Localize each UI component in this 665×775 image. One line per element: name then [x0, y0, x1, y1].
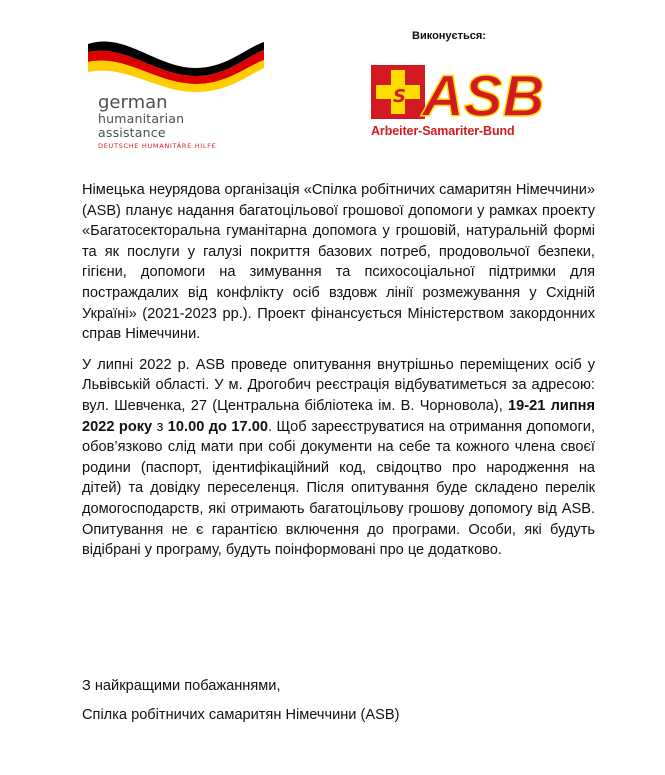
gha-logo-line4: DEUTSCHE HUMANITÄRE HILFE: [98, 142, 217, 150]
gha-logo-line2: humanitarian: [98, 111, 185, 126]
flag-ribbon-icon: [86, 38, 266, 98]
registration-time: 10.00 до 17.00: [167, 418, 268, 435]
asb-logo-subtitle: Arbeiter-Samariter-Bund: [371, 124, 515, 138]
closing-signature: Спілка робітничих самаритян Німеччини (ASB): [82, 706, 400, 723]
asb-wordmark: ASB: [422, 64, 545, 122]
paragraph-project-description: Німецька неурядова організація «Спілка робітничих самаритян Німеччини» (ASB) планує надання багатоцільової грошової допомоги у рамках проекту «Багатосекторальна гуманітарна допомога у грошовій, натуральній формі та як послуги у галузі покриття базових потреб, продовольчої безпеки, гігієни, допомоги на зимування та психосоціальної підтримки для постраждалих від конфлікту осіб вздовж лінії розмежування у Східній Україні» (2021-2023 рр.). Проект фінансується Міністерством закордонних справ Німеччини.: [82, 182, 595, 343]
letter-closing: [82, 676, 399, 725]
closing-regards: З найкращими побажаннями,: [82, 678, 281, 694]
registration-date: 19-21 липня 2022 року: [82, 397, 595, 435]
registration-text-part3: . Щоб зареєструватися на отримання допомоги, обов’язково слід мати при собі документи на себе та кожного члена своєї родини (паспорт, ідентифікаційний код, свідоцтво про народження на дітей) та довідку переселенця. Після опитування буде складено перелік домогосподарств, які отримають багатоцільову грошову допомогу від ASB. Опитування не є гарантією включення до програми. Особи, які будуть відібрані у програму, будуть поінформовані про це додатково.: [82, 418, 595, 559]
german-humanitarian-assistance-logo: [86, 38, 266, 158]
letter-body: [82, 180, 595, 561]
gha-logo-line3: assistance: [98, 125, 166, 140]
gha-logo-line1: german: [98, 92, 168, 113]
executed-by-label: Виконується:: [412, 30, 486, 42]
asb-cross-icon: [364, 62, 554, 122]
registration-text-part2: з: [152, 418, 168, 435]
registration-text-part1: У липні 2022 р. ASB проведе опитування внутрішньо переміщених осіб у Львівській області. У м. Дрогобич реєстрація відбуватиметься за адресою: вул. Шевченка, 27 (Центральна бібліотека ім. В. Чорновола),: [82, 356, 595, 414]
asb-cross-letter: S: [393, 86, 406, 107]
paragraph-registration-info: [82, 355, 595, 561]
